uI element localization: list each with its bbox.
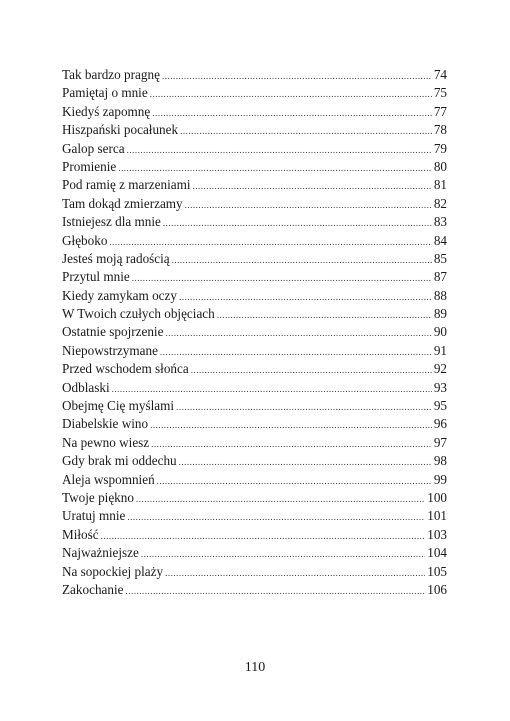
dot-leader bbox=[179, 453, 432, 470]
toc-entry-page: 90 bbox=[433, 324, 447, 340]
toc-entry bbox=[62, 544, 447, 562]
toc-entry bbox=[62, 581, 447, 599]
toc-entry-page: 78 bbox=[433, 122, 447, 138]
toc-entry bbox=[62, 232, 447, 250]
dot-leader bbox=[109, 233, 431, 250]
toc-entry-title: Zakochanie bbox=[62, 581, 124, 597]
toc-entry-title: Pamiętaj o mnie bbox=[62, 85, 148, 101]
toc-entry bbox=[62, 379, 447, 397]
toc-entry-title: Na sopockiej plaży bbox=[62, 563, 164, 579]
dot-leader bbox=[127, 508, 425, 525]
toc-entry-title: Ostatnie spojrzenie bbox=[62, 324, 164, 340]
dot-leader bbox=[165, 324, 431, 341]
toc-entry-page: 79 bbox=[433, 140, 447, 156]
toc-entry-page: 84 bbox=[433, 232, 447, 248]
toc-entry-page: 104 bbox=[427, 545, 447, 561]
dot-leader bbox=[172, 251, 432, 268]
toc-entry bbox=[62, 434, 447, 452]
dot-leader bbox=[165, 564, 425, 581]
dot-leader bbox=[176, 398, 432, 415]
toc-entry-title: Promienie bbox=[62, 158, 117, 174]
dot-leader bbox=[191, 361, 432, 378]
toc-entry bbox=[62, 66, 447, 84]
toc-entry-title: Tam dokąd zmierzamy bbox=[62, 195, 183, 211]
toc-entry-title: Przed wschodem słońca bbox=[62, 361, 189, 377]
toc-entry bbox=[62, 342, 447, 360]
dot-leader bbox=[217, 306, 432, 323]
toc-entry bbox=[62, 84, 447, 102]
dot-leader bbox=[141, 545, 425, 562]
toc-entry-title: Diabelskie wino bbox=[62, 416, 149, 432]
toc-entry-page: 105 bbox=[427, 563, 447, 579]
toc-entry-title: W Twoich czułych objęciach bbox=[62, 306, 215, 322]
dot-leader bbox=[136, 490, 425, 507]
toc-entry-title: Przytul mnie bbox=[62, 269, 130, 285]
toc-entry-page: 83 bbox=[433, 214, 447, 230]
toc-entry-title: Obejmę Cię myślami bbox=[62, 398, 175, 414]
table-of-contents bbox=[62, 66, 447, 599]
toc-entry-title: Najważniejsze bbox=[62, 545, 139, 561]
toc-entry-title: Kiedyś zapomnę bbox=[62, 103, 151, 119]
toc-entry bbox=[62, 507, 447, 525]
toc-entry-page: 106 bbox=[427, 581, 447, 597]
toc-entry-page: 74 bbox=[433, 67, 447, 82]
toc-entry-title: Niepowstrzymane bbox=[62, 342, 158, 358]
toc-entry-title: Głęboko bbox=[62, 232, 108, 248]
toc-entry-title: Aleja wspomnień bbox=[62, 471, 155, 487]
toc-entry bbox=[62, 103, 447, 121]
dot-leader bbox=[157, 472, 432, 489]
toc-entry bbox=[62, 305, 447, 323]
toc-entry-title: Kiedy zamykam oczy bbox=[62, 287, 177, 303]
toc-entry bbox=[62, 213, 447, 231]
dot-leader bbox=[180, 122, 432, 139]
toc-entry-page: 103 bbox=[427, 526, 447, 542]
toc-entry bbox=[62, 268, 447, 286]
toc-entry-page: 82 bbox=[433, 195, 447, 211]
toc-entry bbox=[62, 452, 447, 470]
toc-entry bbox=[62, 397, 447, 415]
toc-entry-title: Miłość bbox=[62, 526, 99, 542]
toc-entry-page: 87 bbox=[433, 269, 447, 285]
toc-entry bbox=[62, 563, 447, 581]
dot-leader bbox=[132, 269, 432, 286]
toc-entry-page: 88 bbox=[433, 287, 447, 303]
toc-entry bbox=[62, 176, 447, 194]
toc-entry-title: Hiszpański pocałunek bbox=[62, 122, 179, 138]
toc-entry-title: Odblaski bbox=[62, 379, 110, 395]
toc-entry bbox=[62, 287, 447, 305]
toc-entry-title: Istniejesz dla mnie bbox=[62, 214, 161, 230]
toc-entry-title: Tak bardzo pragnę bbox=[62, 67, 160, 82]
toc-entry bbox=[62, 415, 447, 433]
toc-entry-title: Twoje piękno bbox=[62, 489, 134, 505]
toc-entry-page: 81 bbox=[433, 177, 447, 193]
toc-entry-title: Gdy brak mi oddechu bbox=[62, 453, 177, 469]
toc-entry-title: Galop serca bbox=[62, 140, 125, 156]
toc-entry bbox=[62, 250, 447, 268]
toc-entry-page: 89 bbox=[433, 306, 447, 322]
toc-entry-page: 91 bbox=[433, 342, 447, 358]
dot-leader bbox=[150, 85, 432, 102]
toc-entry-page: 101 bbox=[427, 508, 447, 524]
toc-entry bbox=[62, 195, 447, 213]
dot-leader bbox=[150, 416, 432, 433]
toc-entry bbox=[62, 471, 447, 489]
toc-entry-page: 95 bbox=[433, 398, 447, 414]
toc-entry bbox=[62, 140, 447, 158]
toc-entry-title: Jesteś moją radością bbox=[62, 250, 170, 266]
dot-leader bbox=[179, 288, 432, 305]
toc-entry-title: Na pewno wiesz bbox=[62, 434, 150, 450]
toc-entry-page: 97 bbox=[433, 434, 447, 450]
dot-leader bbox=[126, 582, 426, 599]
dot-leader bbox=[118, 159, 432, 176]
dot-leader bbox=[193, 177, 432, 194]
toc-entry bbox=[62, 526, 447, 544]
toc-entry bbox=[62, 323, 447, 341]
dot-leader bbox=[163, 214, 432, 231]
dot-leader bbox=[127, 141, 432, 158]
dot-leader bbox=[101, 527, 426, 544]
toc-entry-title: Uratuj mnie bbox=[62, 508, 126, 524]
dot-leader bbox=[185, 196, 432, 213]
toc-entry-page: 96 bbox=[433, 416, 447, 432]
toc-entry-page: 92 bbox=[433, 361, 447, 377]
toc-entry bbox=[62, 121, 447, 139]
dot-leader bbox=[151, 435, 432, 452]
page-number: 110 bbox=[244, 660, 266, 675]
dot-leader bbox=[152, 104, 432, 121]
toc-entry bbox=[62, 158, 447, 176]
toc-entry bbox=[62, 360, 447, 378]
toc-entry-page: 77 bbox=[433, 103, 447, 119]
toc-entry-page: 98 bbox=[433, 453, 447, 469]
toc-entry-page: 85 bbox=[433, 250, 447, 266]
toc-entry-page: 93 bbox=[433, 379, 447, 395]
toc-entry-page: 100 bbox=[427, 489, 447, 505]
dot-leader bbox=[162, 67, 432, 84]
toc-entry-page: 80 bbox=[433, 158, 447, 174]
dot-leader bbox=[160, 343, 432, 360]
toc-entry-page: 99 bbox=[433, 471, 447, 487]
dot-leader bbox=[112, 380, 432, 397]
toc-entry-page: 75 bbox=[433, 85, 447, 101]
toc-entry bbox=[62, 489, 447, 507]
toc-entry-title: Pod ramię z marzeniami bbox=[62, 177, 191, 193]
